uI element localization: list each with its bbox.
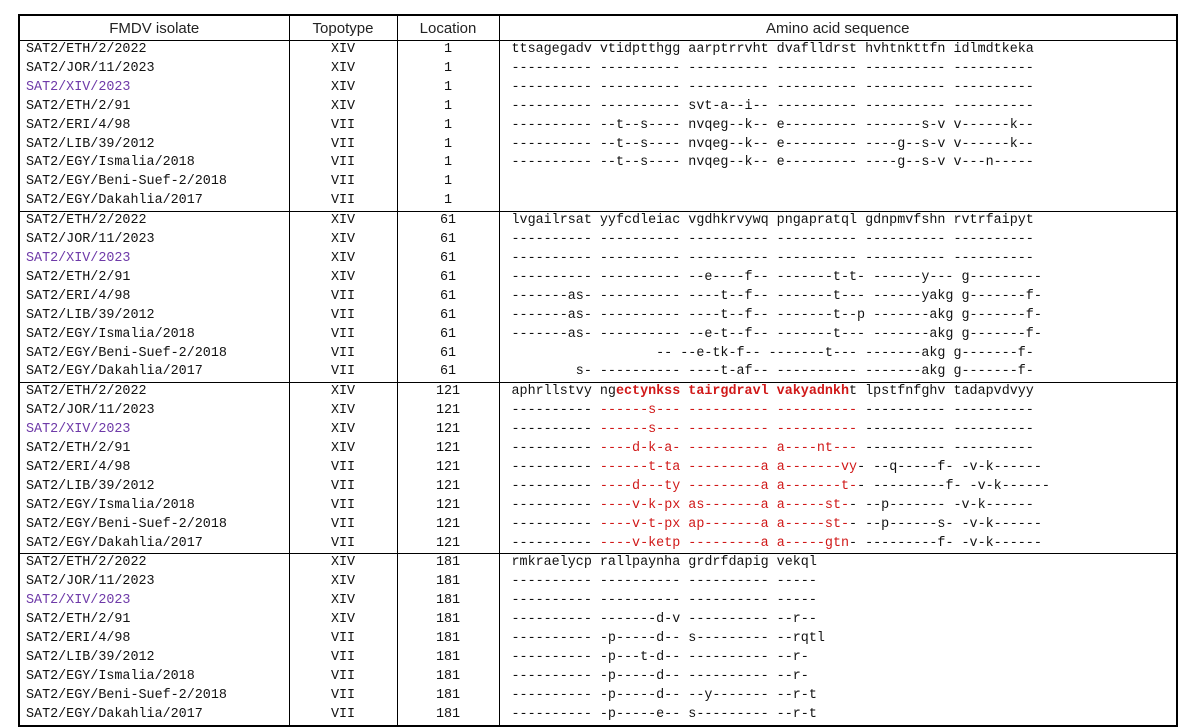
isolate-cell: SAT2/ETH/2/91 bbox=[19, 611, 289, 630]
topotype-cell: VII bbox=[289, 192, 397, 211]
sequence-segment: ---------- ---------- ---------- ---------- ---------- ---------- bbox=[511, 232, 1034, 248]
sequence-segment: ---------- -p-----e-- s--------- --r-t bbox=[511, 706, 817, 722]
isolate-cell: SAT2/JOR/11/2023 bbox=[19, 402, 289, 421]
highlighted-segment: ----d---ty ---------a a-------t- bbox=[599, 478, 858, 494]
sequence-segment: ---------- bbox=[511, 535, 600, 551]
sequence-segment: ---------- bbox=[511, 478, 600, 494]
location-cell: 121 bbox=[397, 421, 499, 440]
topotype-cell: VII bbox=[289, 516, 397, 535]
location-cell: 121 bbox=[397, 459, 499, 478]
isolate-cell: SAT2/EGY/Beni-Suef-2/2018 bbox=[19, 173, 289, 192]
table-row bbox=[19, 687, 1177, 706]
sequence-cell bbox=[499, 668, 1177, 687]
sequence-segment: - --p------s- -v-k------ bbox=[849, 516, 1042, 532]
table-row bbox=[19, 288, 1177, 307]
sequence-segment: ---------- -p---t-d-- ---------- --r- bbox=[511, 650, 809, 665]
isolate-cell: SAT2/XIV/2023 bbox=[19, 79, 289, 98]
sequence-segment: ---------- ---------- ---------- ---------- ---------- ---------- bbox=[511, 79, 1034, 95]
table-row bbox=[19, 212, 1177, 231]
isolate-cell: SAT2/ERI/4/98 bbox=[19, 630, 289, 649]
location-cell: 121 bbox=[397, 497, 499, 516]
sequence-cell bbox=[499, 288, 1177, 307]
sequence-cell bbox=[499, 459, 1177, 478]
sequence-cell bbox=[499, 79, 1177, 98]
sequence-cell bbox=[499, 345, 1177, 364]
location-cell: 181 bbox=[397, 554, 499, 573]
topotype-cell: XIV bbox=[289, 573, 397, 592]
sequence-cell bbox=[499, 326, 1177, 345]
table-body bbox=[19, 41, 1177, 726]
sequence-cell bbox=[499, 402, 1177, 421]
sequence-segment: - --p------- -v-k------ bbox=[849, 497, 1034, 513]
isolate-cell: SAT2/ETH/2/91 bbox=[19, 98, 289, 117]
sequence-segment: ---------- -p-----d-- --y------- --r-t bbox=[511, 687, 817, 703]
location-cell: 121 bbox=[397, 516, 499, 535]
sequence-cell bbox=[499, 98, 1177, 117]
isolate-cell: SAT2/EGY/Dakahlia/2017 bbox=[19, 706, 289, 726]
table-row bbox=[19, 459, 1177, 478]
sequence-cell bbox=[499, 687, 1177, 706]
table-row bbox=[19, 516, 1177, 535]
location-cell: 1 bbox=[397, 192, 499, 211]
topotype-cell: VII bbox=[289, 668, 397, 687]
location-cell: 61 bbox=[397, 288, 499, 307]
location-cell: 181 bbox=[397, 668, 499, 687]
table-row bbox=[19, 402, 1177, 421]
topotype-cell: XIV bbox=[289, 231, 397, 250]
table-row bbox=[19, 154, 1177, 173]
location-cell: 1 bbox=[397, 117, 499, 136]
location-cell: 1 bbox=[397, 136, 499, 155]
location-cell: 1 bbox=[397, 98, 499, 117]
sequence-cell bbox=[499, 421, 1177, 440]
location-cell: 1 bbox=[397, 41, 499, 60]
sequence-cell bbox=[499, 611, 1177, 630]
sequence-segment: ---------- --t--s---- nvqeg--k-- e--------- ----g--s-v v------k-- bbox=[511, 136, 1034, 152]
sequence-segment: - ---------f- -v-k------ bbox=[857, 478, 1050, 494]
location-cell: 1 bbox=[397, 154, 499, 173]
sequence-cell bbox=[499, 231, 1177, 250]
isolate-cell: SAT2/ETH/2/91 bbox=[19, 440, 289, 459]
location-cell: 181 bbox=[397, 687, 499, 706]
topotype-cell: VII bbox=[289, 136, 397, 155]
sequence-segment: ---------- ---------- ---------- ----- bbox=[511, 574, 817, 590]
location-cell: 61 bbox=[397, 231, 499, 250]
topotype-cell: VII bbox=[289, 478, 397, 497]
sequence-cell bbox=[499, 592, 1177, 611]
sequence-cell bbox=[499, 516, 1177, 535]
header-location: Location bbox=[397, 15, 499, 41]
topotype-cell: XIV bbox=[289, 212, 397, 231]
sequence-cell bbox=[499, 363, 1177, 382]
isolate-cell: SAT2/ETH/2/2022 bbox=[19, 41, 289, 60]
table-row bbox=[19, 383, 1177, 402]
table-row bbox=[19, 60, 1177, 79]
table-row bbox=[19, 250, 1177, 269]
isolate-cell: SAT2/ETH/2/2022 bbox=[19, 554, 289, 573]
sequence-segment: ---------- ---------- svt-a--i-- ---------- ---------- ---------- bbox=[511, 98, 1034, 114]
location-cell: 121 bbox=[397, 383, 499, 402]
highlighted-segment: ------s--- ---------- ---------- bbox=[599, 422, 858, 438]
isolate-cell: SAT2/EGY/Ismalia/2018 bbox=[19, 154, 289, 173]
sequence-cell bbox=[499, 440, 1177, 459]
location-cell: 61 bbox=[397, 212, 499, 231]
table-row bbox=[19, 535, 1177, 554]
location-cell: 1 bbox=[397, 79, 499, 98]
sequence-cell bbox=[499, 117, 1177, 136]
topotype-cell: VII bbox=[289, 535, 397, 554]
location-cell: 181 bbox=[397, 611, 499, 630]
topotype-cell: VII bbox=[289, 649, 397, 668]
table-row bbox=[19, 326, 1177, 345]
isolate-cell: SAT2/ETH/2/2022 bbox=[19, 212, 289, 231]
table-row bbox=[19, 307, 1177, 326]
highlighted-segment: ----d-k-a- ---------- a----nt--- bbox=[599, 441, 858, 457]
sequence-segment: ---------- bbox=[511, 422, 600, 438]
location-cell: 61 bbox=[397, 307, 499, 326]
table-row bbox=[19, 440, 1177, 459]
isolate-cell: SAT2/ETH/2/91 bbox=[19, 269, 289, 288]
isolate-cell: SAT2/EGY/Dakahlia/2017 bbox=[19, 363, 289, 382]
sequence-cell bbox=[499, 136, 1177, 155]
table-row bbox=[19, 478, 1177, 497]
sequence-segment: ---------- bbox=[511, 403, 600, 419]
sequence-segment: ---------- ---------- bbox=[857, 403, 1034, 419]
sequence-segment: ---------- bbox=[511, 497, 600, 513]
location-cell: 1 bbox=[397, 173, 499, 192]
isolate-cell: SAT2/JOR/11/2023 bbox=[19, 231, 289, 250]
sequence-cell bbox=[499, 649, 1177, 668]
sequence-cell bbox=[499, 269, 1177, 288]
sequence-segment: ---------- --t--s---- nvqeg--k-- e--------- -------s-v v------k-- bbox=[511, 117, 1034, 133]
sequence-cell bbox=[499, 154, 1177, 173]
sequence-segment: ---------- ---------- bbox=[857, 422, 1034, 438]
location-cell: 181 bbox=[397, 573, 499, 592]
isolate-cell: SAT2/ERI/4/98 bbox=[19, 459, 289, 478]
topotype-cell: VII bbox=[289, 459, 397, 478]
isolate-cell: SAT2/JOR/11/2023 bbox=[19, 60, 289, 79]
location-cell: 61 bbox=[397, 326, 499, 345]
topotype-cell: XIV bbox=[289, 383, 397, 402]
topotype-cell: VII bbox=[289, 706, 397, 726]
location-cell: 61 bbox=[397, 363, 499, 382]
table-row bbox=[19, 173, 1177, 192]
isolate-cell: SAT2/XIV/2023 bbox=[19, 421, 289, 440]
topotype-cell: VII bbox=[289, 307, 397, 326]
isolate-cell: SAT2/XIV/2023 bbox=[19, 250, 289, 269]
table-row bbox=[19, 231, 1177, 250]
isolate-cell: SAT2/EGY/Beni-Suef-2/2018 bbox=[19, 345, 289, 364]
topotype-cell: XIV bbox=[289, 41, 397, 60]
sequence-cell bbox=[499, 192, 1177, 211]
topotype-cell: XIV bbox=[289, 440, 397, 459]
sequence-segment: ---------- -p-----d-- ---------- --r- bbox=[511, 668, 809, 684]
location-cell: 1 bbox=[397, 60, 499, 79]
highlighted-segment: ----v-ketp ---------a a-----gtn bbox=[599, 535, 850, 551]
table-row bbox=[19, 649, 1177, 668]
table-row bbox=[19, 136, 1177, 155]
table-row bbox=[19, 554, 1177, 573]
isolate-cell: SAT2/EGY/Ismalia/2018 bbox=[19, 497, 289, 516]
isolate-cell: SAT2/JOR/11/2023 bbox=[19, 573, 289, 592]
sequence-cell bbox=[499, 383, 1177, 402]
sequence-segment: - --q-----f- -v-k------ bbox=[857, 459, 1042, 475]
isolate-cell: SAT2/LIB/39/2012 bbox=[19, 649, 289, 668]
sequence-segment: -- --e-tk-f-- -------t--- -------akg g-------f- bbox=[511, 345, 1034, 361]
location-cell: 181 bbox=[397, 592, 499, 611]
location-cell: 121 bbox=[397, 478, 499, 497]
header-isolate: FMDV isolate bbox=[19, 15, 289, 41]
topotype-cell: VII bbox=[289, 173, 397, 192]
sequence-segment: - ---------f- -v-k------ bbox=[849, 535, 1042, 551]
sequence-segment: ---------- ---------- ---------- ---------- ---------- ---------- bbox=[511, 60, 1034, 76]
sequence-cell bbox=[499, 250, 1177, 269]
table-row bbox=[19, 363, 1177, 382]
sequence-cell bbox=[499, 573, 1177, 592]
table-row bbox=[19, 192, 1177, 211]
sequence-segment: lvgailrsat yyfcdleiac vgdhkrvywq pngapratql gdnpmvfshn rvtrfaipyt bbox=[511, 213, 1034, 229]
isolate-cell: SAT2/EGY/Beni-Suef-2/2018 bbox=[19, 687, 289, 706]
table-row bbox=[19, 269, 1177, 288]
sequence-cell bbox=[499, 706, 1177, 726]
sequence-cell bbox=[499, 535, 1177, 554]
table-row bbox=[19, 117, 1177, 136]
sequence-cell bbox=[499, 41, 1177, 60]
highlighted-segment: ------t-ta ---------a a-------vy bbox=[599, 459, 858, 475]
isolate-cell: SAT2/LIB/39/2012 bbox=[19, 307, 289, 326]
table-row bbox=[19, 79, 1177, 98]
sequence-segment: ---------- -p-----d-- s--------- --rqtl bbox=[511, 631, 825, 647]
highlighted-segment: ectynkss tairgdravl vakyadnkh bbox=[615, 384, 850, 400]
location-cell: 181 bbox=[397, 706, 499, 726]
sequence-cell bbox=[499, 554, 1177, 573]
sequence-segment: -------as- ---------- ----t--f-- -------t--- ------yakg g-------f- bbox=[511, 288, 1042, 304]
sequence-segment: ---------- ---------- --e----f-- -------t-t- ------y--- g--------- bbox=[511, 269, 1042, 285]
sequence-segment: ttsagegadv vtidptthgg aarptrrvht dvaflldrst hvhtnkttfn idlmdtkeka bbox=[511, 42, 1034, 57]
isolate-cell: SAT2/LIB/39/2012 bbox=[19, 478, 289, 497]
topotype-cell: XIV bbox=[289, 592, 397, 611]
isolate-cell: SAT2/EGY/Dakahlia/2017 bbox=[19, 192, 289, 211]
isolate-cell: SAT2/ETH/2/2022 bbox=[19, 383, 289, 402]
sequence-segment: s- ---------- ----t-af-- ---------- -------akg g-------f- bbox=[511, 364, 1034, 380]
table-row bbox=[19, 98, 1177, 117]
topotype-cell: VII bbox=[289, 117, 397, 136]
isolate-cell: SAT2/EGY/Ismalia/2018 bbox=[19, 326, 289, 345]
sequence-cell bbox=[499, 212, 1177, 231]
isolate-cell: SAT2/EGY/Ismalia/2018 bbox=[19, 668, 289, 687]
isolate-cell: SAT2/LIB/39/2012 bbox=[19, 136, 289, 155]
topotype-cell: XIV bbox=[289, 554, 397, 573]
location-cell: 181 bbox=[397, 630, 499, 649]
isolate-cell: SAT2/XIV/2023 bbox=[19, 592, 289, 611]
topotype-cell: XIV bbox=[289, 250, 397, 269]
sequence-cell bbox=[499, 478, 1177, 497]
isolate-cell: SAT2/EGY/Dakahlia/2017 bbox=[19, 535, 289, 554]
sequence-cell bbox=[499, 497, 1177, 516]
location-cell: 121 bbox=[397, 402, 499, 421]
sequence-segment: ---------- bbox=[511, 516, 600, 532]
table-row bbox=[19, 611, 1177, 630]
table-row bbox=[19, 668, 1177, 687]
sequence-segment: ---------- --t--s---- nvqeg--k-- e--------- ----g--s-v v---n----- bbox=[511, 155, 1034, 171]
header-row bbox=[19, 15, 1177, 41]
isolate-cell: SAT2/ERI/4/98 bbox=[19, 288, 289, 307]
sequence-segment: ---------- ---------- ---------- ---------- ---------- ---------- bbox=[511, 250, 1034, 266]
sequence-segment: -------as- ---------- ----t--f-- -------t--p -------akg g-------f- bbox=[511, 307, 1042, 323]
highlighted-segment: ----v-t-px ap-------a a-----st- bbox=[599, 516, 850, 532]
sequence-segment: -------as- ---------- --e-t--f-- -------t--- -------akg g-------f- bbox=[511, 326, 1042, 342]
topotype-cell: XIV bbox=[289, 79, 397, 98]
sequence-segment: rmkraelycp rallpaynha grdrfdapig vekql bbox=[511, 555, 817, 571]
sequence-cell bbox=[499, 60, 1177, 79]
isolate-cell: SAT2/ERI/4/98 bbox=[19, 117, 289, 136]
topotype-cell: VII bbox=[289, 345, 397, 364]
topotype-cell: VII bbox=[289, 154, 397, 173]
location-cell: 181 bbox=[397, 649, 499, 668]
sequence-segment: aphrllstvy ng bbox=[511, 384, 616, 400]
table-row bbox=[19, 706, 1177, 726]
location-cell: 61 bbox=[397, 250, 499, 269]
topotype-cell: XIV bbox=[289, 98, 397, 117]
table-row bbox=[19, 41, 1177, 60]
topotype-cell: VII bbox=[289, 288, 397, 307]
topotype-cell: XIV bbox=[289, 269, 397, 288]
location-cell: 61 bbox=[397, 269, 499, 288]
sequence-segment: t lpstfnfghv tadapvdvyy bbox=[849, 384, 1034, 400]
topotype-cell: XIV bbox=[289, 421, 397, 440]
sequence-alignment-table bbox=[18, 14, 1178, 727]
location-cell: 121 bbox=[397, 535, 499, 554]
sequence-cell bbox=[499, 173, 1177, 192]
sequence-segment: ---------- ---------- bbox=[857, 441, 1034, 457]
topotype-cell: VII bbox=[289, 630, 397, 649]
table-row bbox=[19, 345, 1177, 364]
highlighted-segment: ----v-k-px as-------a a-----st- bbox=[599, 497, 850, 513]
topotype-cell: VII bbox=[289, 363, 397, 382]
topotype-cell: XIV bbox=[289, 611, 397, 630]
location-cell: 121 bbox=[397, 440, 499, 459]
isolate-cell: SAT2/EGY/Beni-Suef-2/2018 bbox=[19, 516, 289, 535]
sequence-cell bbox=[499, 307, 1177, 326]
table-row bbox=[19, 592, 1177, 611]
sequence-segment: ---------- -------d-v ---------- --r-- bbox=[511, 612, 817, 628]
location-cell: 61 bbox=[397, 345, 499, 364]
highlighted-segment: ------s--- ---------- ---------- bbox=[599, 403, 858, 419]
topotype-cell: VII bbox=[289, 687, 397, 706]
table-row bbox=[19, 630, 1177, 649]
sequence-segment: ---------- bbox=[511, 441, 600, 457]
table-row bbox=[19, 573, 1177, 592]
table-row bbox=[19, 497, 1177, 516]
topotype-cell: XIV bbox=[289, 60, 397, 79]
header-topotype: Topotype bbox=[289, 15, 397, 41]
sequence-segment: ---------- bbox=[511, 459, 600, 475]
topotype-cell: VII bbox=[289, 497, 397, 516]
topotype-cell: XIV bbox=[289, 402, 397, 421]
topotype-cell: VII bbox=[289, 326, 397, 345]
header-sequence: Amino acid sequence bbox=[499, 15, 1177, 41]
sequence-cell bbox=[499, 630, 1177, 649]
table-row bbox=[19, 421, 1177, 440]
sequence-segment: ---------- ---------- ---------- ----- bbox=[511, 593, 817, 609]
